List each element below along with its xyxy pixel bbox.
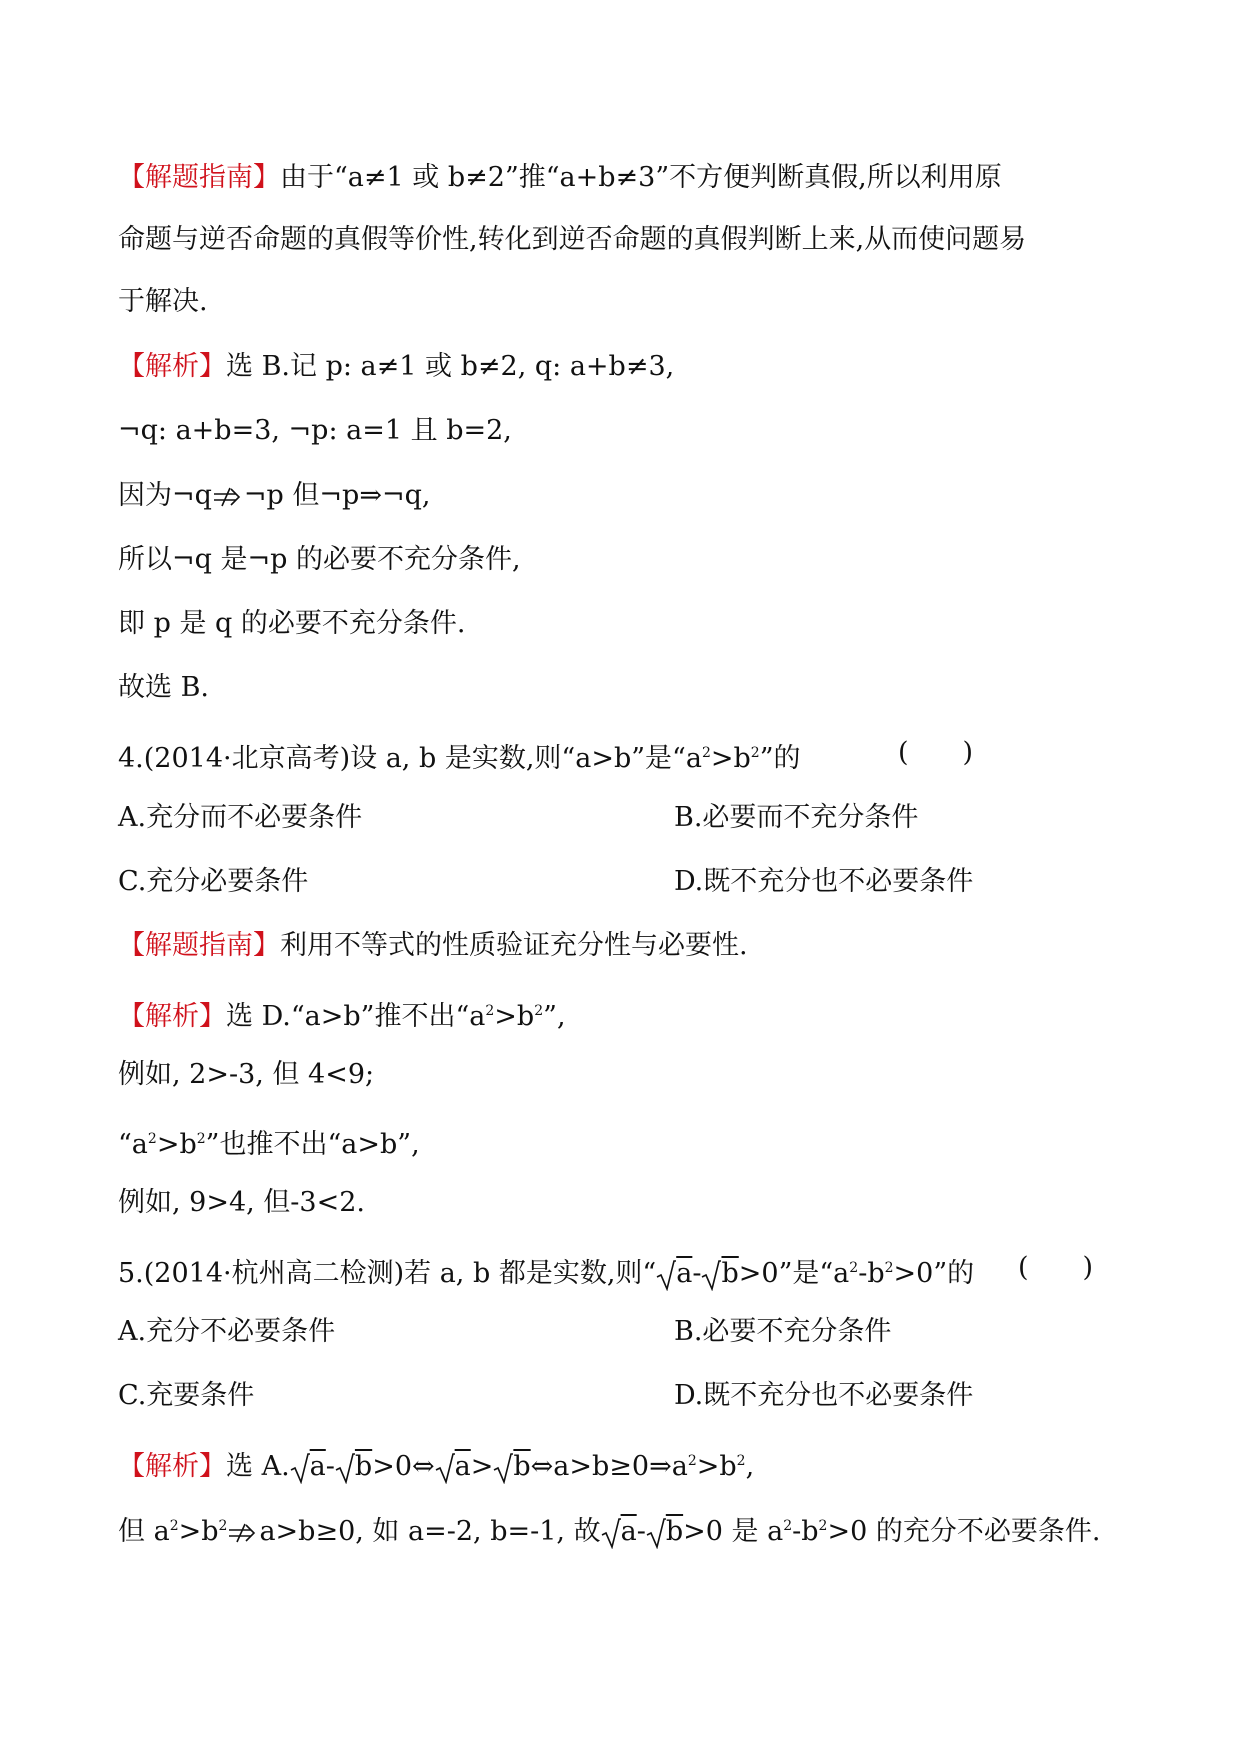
q5-ana-1a: 选 A. [226, 1451, 290, 1482]
q5-ana-1e: >b [696, 1451, 737, 1482]
q5-analysis-line-2 [118, 1508, 1100, 1550]
q5-ana-1f: , [745, 1451, 755, 1482]
q4-stem-c: ”的 [759, 743, 801, 774]
q5-ana-1b: >0⇔ [372, 1451, 435, 1482]
q5-option-b: B.必要不充分条件 [674, 1316, 892, 1347]
q5-options-row-2 [118, 1378, 1118, 1414]
q4-ana-sup-2: 2 [534, 1003, 544, 1019]
q5-sup-1: 2 [849, 1260, 859, 1276]
q5-stem-a: 5.(2014·杭州高二检测)若 a, b 都是实数,则“ [118, 1258, 657, 1289]
q5-ana-2b: >b [178, 1516, 219, 1547]
q5-stem [118, 1250, 1118, 1292]
s3-guide-text-1: 由于“a≠1 或 b≠2”推“a+b≠3”不方便判断真假,所以利用原 [280, 162, 1002, 193]
q4-ana-1b: >b [494, 1001, 535, 1032]
q4-stem-a: 4.(2014·北京高考)设 a, b 是实数,则“a>b”是“a [118, 743, 702, 774]
q5-ana-1d: ⇔a>b≥0⇒a [530, 1451, 688, 1482]
s3-guide-line-1 [118, 160, 1002, 196]
q4-stem [118, 735, 1118, 777]
q4-ana-3a: “a [118, 1129, 148, 1160]
q4-ana-3c: ”也推不出“a>b”, [205, 1129, 420, 1160]
sqrt-icon [646, 1517, 666, 1549]
q4-option-a: A.充分而不必要条件 [118, 802, 363, 833]
q5-option-a: A.充分不必要条件 [118, 1316, 336, 1347]
not-implies-icon [227, 1520, 259, 1546]
q4-guide-text: 利用不等式的性质验证充分性与必要性. [280, 930, 748, 961]
q5-ana-2d: >0 是 a [683, 1516, 784, 1547]
q5-var-b: $\overline{b}$ [721, 1258, 739, 1289]
q4-option-d: D.既不充分也不必要条件 [674, 866, 974, 897]
q5-ana-2c: a>b≥0, 如 a=-2, b=-1, 故 [259, 1516, 601, 1547]
sqrt-icon [601, 1517, 621, 1549]
q4-ana-sup-1: 2 [485, 1003, 495, 1019]
sqrt-icon [701, 1259, 721, 1291]
q5-ana-2f: >0 的充分不必要条件. [827, 1516, 1101, 1547]
analysis-tag: 【解析】 [118, 1001, 226, 1032]
s3-analysis-line-2: ¬q: a+b=3, ¬p: a=1 且 b=2, [118, 415, 512, 446]
q5-ana-var-b-2: $\overline{b}$ [513, 1451, 531, 1482]
q5-ana-2e: -b [792, 1516, 819, 1547]
q4-ana-1a: 选 D.“a>b”推不出“a [226, 1001, 486, 1032]
q4-option-b: B.必要而不充分条件 [674, 802, 919, 833]
s3-analysis-line-6: 故选 B. [118, 672, 210, 703]
s3-guide-line-2: 命题与逆否命题的真假等价性,转化到逆否命题的真假判断上来,从而使问题易 [118, 224, 1027, 255]
q5-ana-sup-5: 2 [783, 1518, 793, 1534]
q5-ana-sup-4: 2 [218, 1518, 228, 1534]
q5-var-a: $\overline{a}$ [676, 1258, 693, 1289]
s3-analysis-text-3b: ¬p 但¬p⇒¬q, [243, 480, 431, 511]
sqrt-icon [335, 1452, 355, 1484]
q4-analysis-line-3 [118, 1121, 420, 1163]
q5-ana-var-a: $\overline{a}$ [309, 1451, 326, 1482]
q5-options-row-1 [118, 1314, 1118, 1350]
q5-ana-var-b-3: $\overline{b}$ [665, 1516, 684, 1547]
q5-ana-minus-2: - [636, 1516, 646, 1547]
q5-answer-blank: ( ) [1018, 1252, 1094, 1283]
q5-ana-sup-6: 2 [818, 1518, 828, 1534]
q5-stem-d: >0”的 [893, 1258, 975, 1289]
q5-ana-2a: 但 a [118, 1516, 170, 1547]
q4-sup-1: 2 [701, 745, 711, 761]
q5-sup-2: 2 [884, 1260, 894, 1276]
q5-option-c: C.充要条件 [118, 1380, 255, 1411]
q5-ana-var-a-2: $\overline{a}$ [454, 1451, 471, 1482]
s3-analysis-line-3 [118, 478, 430, 514]
q4-ana-1c: ”, [543, 1001, 566, 1032]
analysis-tag: 【解析】 [118, 1451, 226, 1482]
q4-answer-blank: ( ) [898, 737, 974, 768]
q5-minus: - [692, 1258, 702, 1289]
q5-ana-sup-1: 2 [687, 1453, 697, 1469]
s3-analysis-line-4: 所以¬q 是¬p 的必要不充分条件, [118, 544, 521, 575]
q4-option-c: C.充分必要条件 [118, 866, 309, 897]
q4-guide [118, 928, 748, 964]
q5-analysis-line-1 [118, 1443, 754, 1485]
s3-guide-line-3: 于解决. [118, 286, 208, 317]
q4-options-row-1 [118, 800, 1118, 836]
guide-tag: 【解题指南】 [118, 930, 280, 961]
q4-analysis-line-2: 例如, 2>-3, 但 4<9; [118, 1059, 375, 1090]
q4-options-row-2 [118, 864, 1118, 900]
s3-analysis-text-3a: 因为¬q [118, 480, 212, 511]
s3-analysis-text-1: 选 B.记 p: a≠1 或 b≠2, q: a+b≠3, [226, 351, 675, 382]
sqrt-icon [656, 1259, 676, 1291]
q5-option-d: D.既不充分也不必要条件 [674, 1380, 974, 1411]
q5-ana-sup-2: 2 [736, 1453, 746, 1469]
q5-stem-c: -b [858, 1258, 885, 1289]
s3-analysis-line-1 [118, 349, 674, 385]
q5-ana-var-b: $\overline{b}$ [354, 1451, 373, 1482]
sqrt-icon [435, 1452, 455, 1484]
q4-sup-2: 2 [750, 745, 760, 761]
q4-ana-sup-4: 2 [196, 1131, 206, 1147]
not-implies-icon [212, 484, 244, 510]
q4-analysis-line-1 [118, 993, 566, 1035]
s3-analysis-line-5: 即 p 是 q 的必要不充分条件. [118, 608, 466, 639]
sqrt-icon [493, 1452, 513, 1484]
q4-ana-3b: >b [156, 1129, 197, 1160]
guide-tag: 【解题指南】 [118, 162, 280, 193]
q5-ana-1c: > [470, 1451, 494, 1482]
q5-ana-minus: - [325, 1451, 335, 1482]
analysis-tag: 【解析】 [118, 351, 226, 382]
sqrt-icon [290, 1452, 310, 1484]
q4-stem-b: >b [710, 743, 751, 774]
q4-analysis-line-4: 例如, 9>4, 但-3<2. [118, 1187, 365, 1218]
q5-ana-var-a-3: $\overline{a}$ [620, 1516, 637, 1547]
q4-ana-sup-3: 2 [147, 1131, 157, 1147]
q5-stem-b: >0”是“a [738, 1258, 850, 1289]
q5-ana-sup-3: 2 [169, 1518, 179, 1534]
